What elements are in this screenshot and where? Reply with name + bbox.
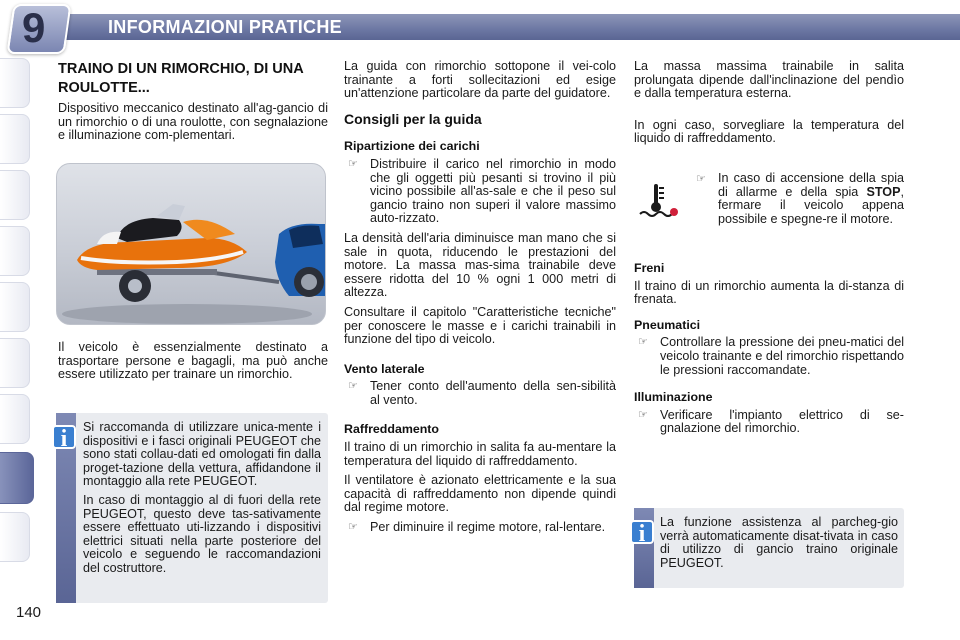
side-tab-5[interactable] <box>0 282 30 332</box>
trailer-illustration-svg <box>57 164 326 325</box>
column-1 <box>58 60 328 149</box>
side-tab-6[interactable] <box>0 338 30 388</box>
cooling-paragraph-2: Il ventilatore è azionato elettricamente e la sua capacità di raffreddamento non dipende quindi dal regime motore. <box>344 473 616 515</box>
warning-text-before: In caso di accensione della spia di allarme e della spia <box>718 171 904 199</box>
lighting-heading: Illuminazione <box>634 390 713 405</box>
load-distribution-heading: Ripartizione dei carichi <box>344 139 480 154</box>
monitor-temperature-paragraph: In ogni caso, sorvegliare la temperatura del liquido di raffreddamento. <box>634 117 904 146</box>
cooling-heading: Raffreddamento <box>344 422 440 437</box>
column-2 <box>344 60 616 541</box>
tyres-heading: Pneumatici <box>634 317 701 332</box>
pointing-hand-icon: ☞ <box>348 380 358 393</box>
pointing-hand-icon: ☞ <box>638 408 648 421</box>
chapter-number: 9 <box>22 4 46 51</box>
after-image-paragraph: Il veicolo è essenzialmente destinato a trasportare persone e bagagli, ma può anche essere utilizzato per trainare un rimorchio. <box>58 340 328 382</box>
stop-label: STOP <box>866 184 901 199</box>
coolant-temperature-warning-icon <box>636 180 678 222</box>
info-box-parking-assist <box>634 508 904 588</box>
side-tab-2[interactable] <box>0 114 30 164</box>
trailer-with-jet-ski-illustration <box>56 163 326 325</box>
info-box-1-text <box>83 421 321 581</box>
warning-bullet <box>692 172 904 226</box>
crosswind-bullet: ☞ Tener conto dell'aumento della sen-sibilità al vento. <box>344 380 616 407</box>
intro-paragraph: Dispositivo meccanico destinato all'ag-gancio di un rimorchio o di una roulotte, con segnalazione e illuminazione com-plementari. <box>58 101 328 143</box>
page-number: 140 <box>16 604 42 621</box>
towing-intro-paragraph: La guida con rimorchio sottopone il vei-colo trainante a forti sollecitazioni ed esige un'attenzione particolare da parte del guidatore. <box>344 59 616 101</box>
header-title: INFORMAZIONI PRATICHE <box>108 17 342 37</box>
brakes-paragraph: Il traino di un rimorchio aumenta la di-stanza di frenata. <box>634 278 904 307</box>
info-box-genuine-parts <box>56 413 328 603</box>
section-main-title: TRAINO DI UN RIMORCHIO, DI UNA ROULOTTE... <box>58 61 304 96</box>
column-1-continued <box>58 341 328 388</box>
side-tab-10[interactable] <box>0 512 30 562</box>
info-box-2-paragraph: La funzione assistenza al parcheg-gio verrà automaticamente disat-tivata in caso di utilizzo di gancio traino originale PEUGEOT. <box>660 515 898 570</box>
info-icon: i <box>52 425 76 449</box>
side-tab-1[interactable] <box>0 58 30 108</box>
side-tab-3[interactable] <box>0 170 30 220</box>
info-icon: i <box>630 520 654 544</box>
info-box-1-paragraph-1: Si raccomanda di utilizzare unica-mente i dispositivi e i fasci originali PEUGEOT che sono stati collau-dati ed omologati fin dalla proget-tazione della vettura, affidandone il montaggio alla rete PEUGEOT. <box>83 420 321 489</box>
pointing-hand-icon: ☞ <box>638 336 648 349</box>
warning-block <box>634 172 904 242</box>
pointing-hand-icon: ☞ <box>348 157 358 170</box>
page-header <box>0 0 960 50</box>
column-3-continued <box>634 252 904 442</box>
side-tab-7[interactable] <box>0 394 30 444</box>
tyres-bullet: ☞ Controllare la pressione dei pneu-matici del veicolo trainante e del rimorchio rispettando le pressioni raccomandate. <box>634 336 904 377</box>
air-density-paragraph: La densità dell'aria diminuisce man mano che si sale in quota, riducendo le prestazioni del motore. La massa mas-sima trainabile deve essere ridotta del 10 % ogni 1 000 metri di altezza. <box>344 230 616 300</box>
side-tab-9-active[interactable] <box>0 452 34 504</box>
cooling-bullet: ☞ Per diminuire il regime motore, ral-lentare. <box>344 521 616 535</box>
side-tab-4[interactable] <box>0 226 30 276</box>
crosswind-heading: Vento laterale <box>344 361 425 376</box>
cooling-paragraph-1: Il traino di un rimorchio in salita fa au-mentare la temperatura del liquido di raffreddamento. <box>344 440 616 468</box>
info-box-2-text <box>660 516 898 575</box>
column-3 <box>634 60 904 152</box>
info-box-1-paragraph-2: In caso di montaggio al di fuori della rete PEUGEOT, questo deve tas-sativamente essere effettuato uti-lizzando i dispositivi elettrici situati nella parte posteriore del veicolo e seguendo le raccomandazioni del costruttore. <box>83 492 321 575</box>
warning-text-after: , fermare il veicolo appena possibile e spegne-re il motore. <box>718 184 904 226</box>
brakes-heading: Freni <box>634 261 665 275</box>
driving-advice-title: Consigli per la guida <box>344 110 482 127</box>
load-distribution-bullet: ☞ Distribuire il carico nel rimorchio in modo che gli oggetti più pesanti si trovino il più vicino possibile all'as-sale e che il peso sul gancio traino non superi il valore massimo auto-rizzato. <box>344 158 616 226</box>
pointing-hand-icon: ☞ <box>696 173 706 185</box>
lighting-bullet: ☞ Verificare l'impianto elettrico di se-gnalazione del rimorchio. <box>634 409 904 436</box>
max-mass-paragraph: La massa massima trainabile in salita prolungata dipende dall'inclinazione del pendìo e dalla temperatura esterna. <box>634 59 904 101</box>
consult-chapter-paragraph: Consultare il capitolo "Caratteristiche tecniche" per conoscere le masse e i carichi trainabili in funzione del tipo di veicolo. <box>344 304 616 347</box>
pointing-hand-icon: ☞ <box>348 521 358 534</box>
